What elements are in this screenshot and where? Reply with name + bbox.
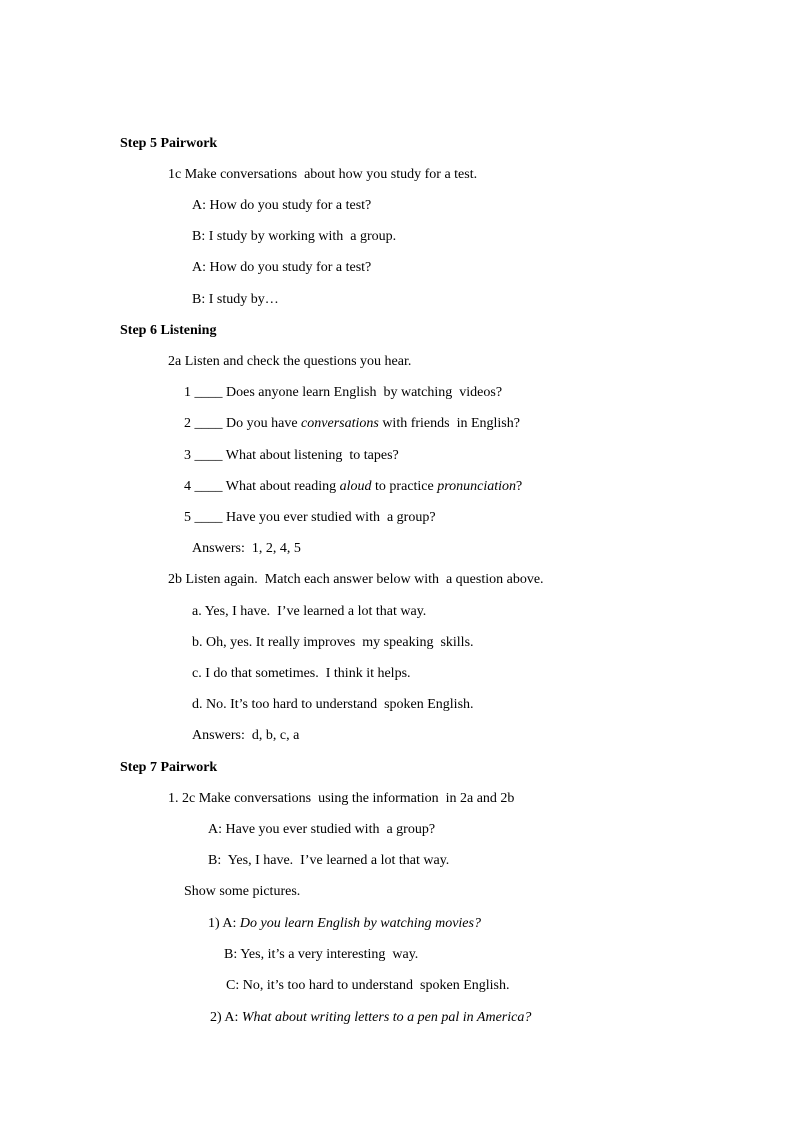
step6-heading: Step 6 Listening [120,323,217,338]
answers-2b: Answers: d, b, c, a [192,728,300,743]
option-b: b. Oh, yes. It really improves my speaking skills. [192,635,474,650]
step7-dialog-b: B: Yes, I have. I’ve learned a lot that way. [208,853,450,868]
step5-task: 1c Make conversations about how you study for a test. [168,167,478,182]
question-1 [184,384,502,402]
step5-line-2: B: I study by working with a group. [192,229,397,244]
question-emphasis: aloud [339,479,372,494]
question-number: 2 ____ [184,416,223,431]
question-emphasis: conversations [301,416,379,431]
step7-heading: Step 7 Pairwork [120,760,218,775]
question-text: What about reading [222,479,340,494]
example-label: 2) A: [210,1010,242,1025]
question-3 [184,447,399,465]
example-1-c: C: No, it’s too hard to understand spoken English. [226,978,510,993]
option-a: a. Yes, I have. I’ve learned a lot that way. [192,604,427,619]
question-number: 5 ____ [184,510,223,525]
question-text: Does anyone learn English by watching videos? [222,385,503,400]
example-question: What about writing letters to a pen pal in America? [241,1010,532,1025]
question-4 [184,478,522,496]
option-d: d. No. It’s too hard to understand spoken English. [192,697,474,712]
question-text: Have you ever studied with a group? [222,510,436,525]
question-5 [184,509,436,527]
example-label: 1) A: [208,916,240,931]
step5-heading: Step 5 Pairwork [120,136,218,151]
step7-dialog-a: A: Have you ever studied with a group? [208,822,436,837]
example-1-a [208,915,481,933]
question-text: Do you have [222,416,302,431]
step6-task-2b: 2b Listen again. Match each answer below with a question above. [168,572,544,587]
step5-line-4: B: I study by… [192,292,279,307]
example-2-a [210,1009,531,1027]
step6-task-2a: 2a Listen and check the questions you hear. [168,354,412,369]
question-2 [184,415,520,433]
question-number: 1 ____ [184,385,223,400]
question-text: to practice [371,479,438,494]
question-number: 3 ____ [184,448,223,463]
answers-2a: Answers: 1, 2, 4, 5 [192,541,301,556]
question-emphasis: pronunciation [437,479,517,494]
show-pictures: Show some pictures. [184,884,301,899]
step7-task: 1. 2c Make conversations using the information in 2a and 2b [168,791,515,806]
question-number: 4 ____ [184,479,223,494]
example-1-b: B: Yes, it’s a very interesting way. [224,947,419,962]
step5-line-3: A: How do you study for a test? [192,260,372,275]
option-c: c. I do that sometimes. I think it helps. [192,666,411,681]
example-question: Do you learn English by watching movies? [239,916,481,931]
question-text: What about listening to tapes? [222,448,399,463]
question-text: with friends in English? [378,416,520,431]
question-text: ? [516,479,523,494]
step5-line-1: A: How do you study for a test? [192,198,372,213]
